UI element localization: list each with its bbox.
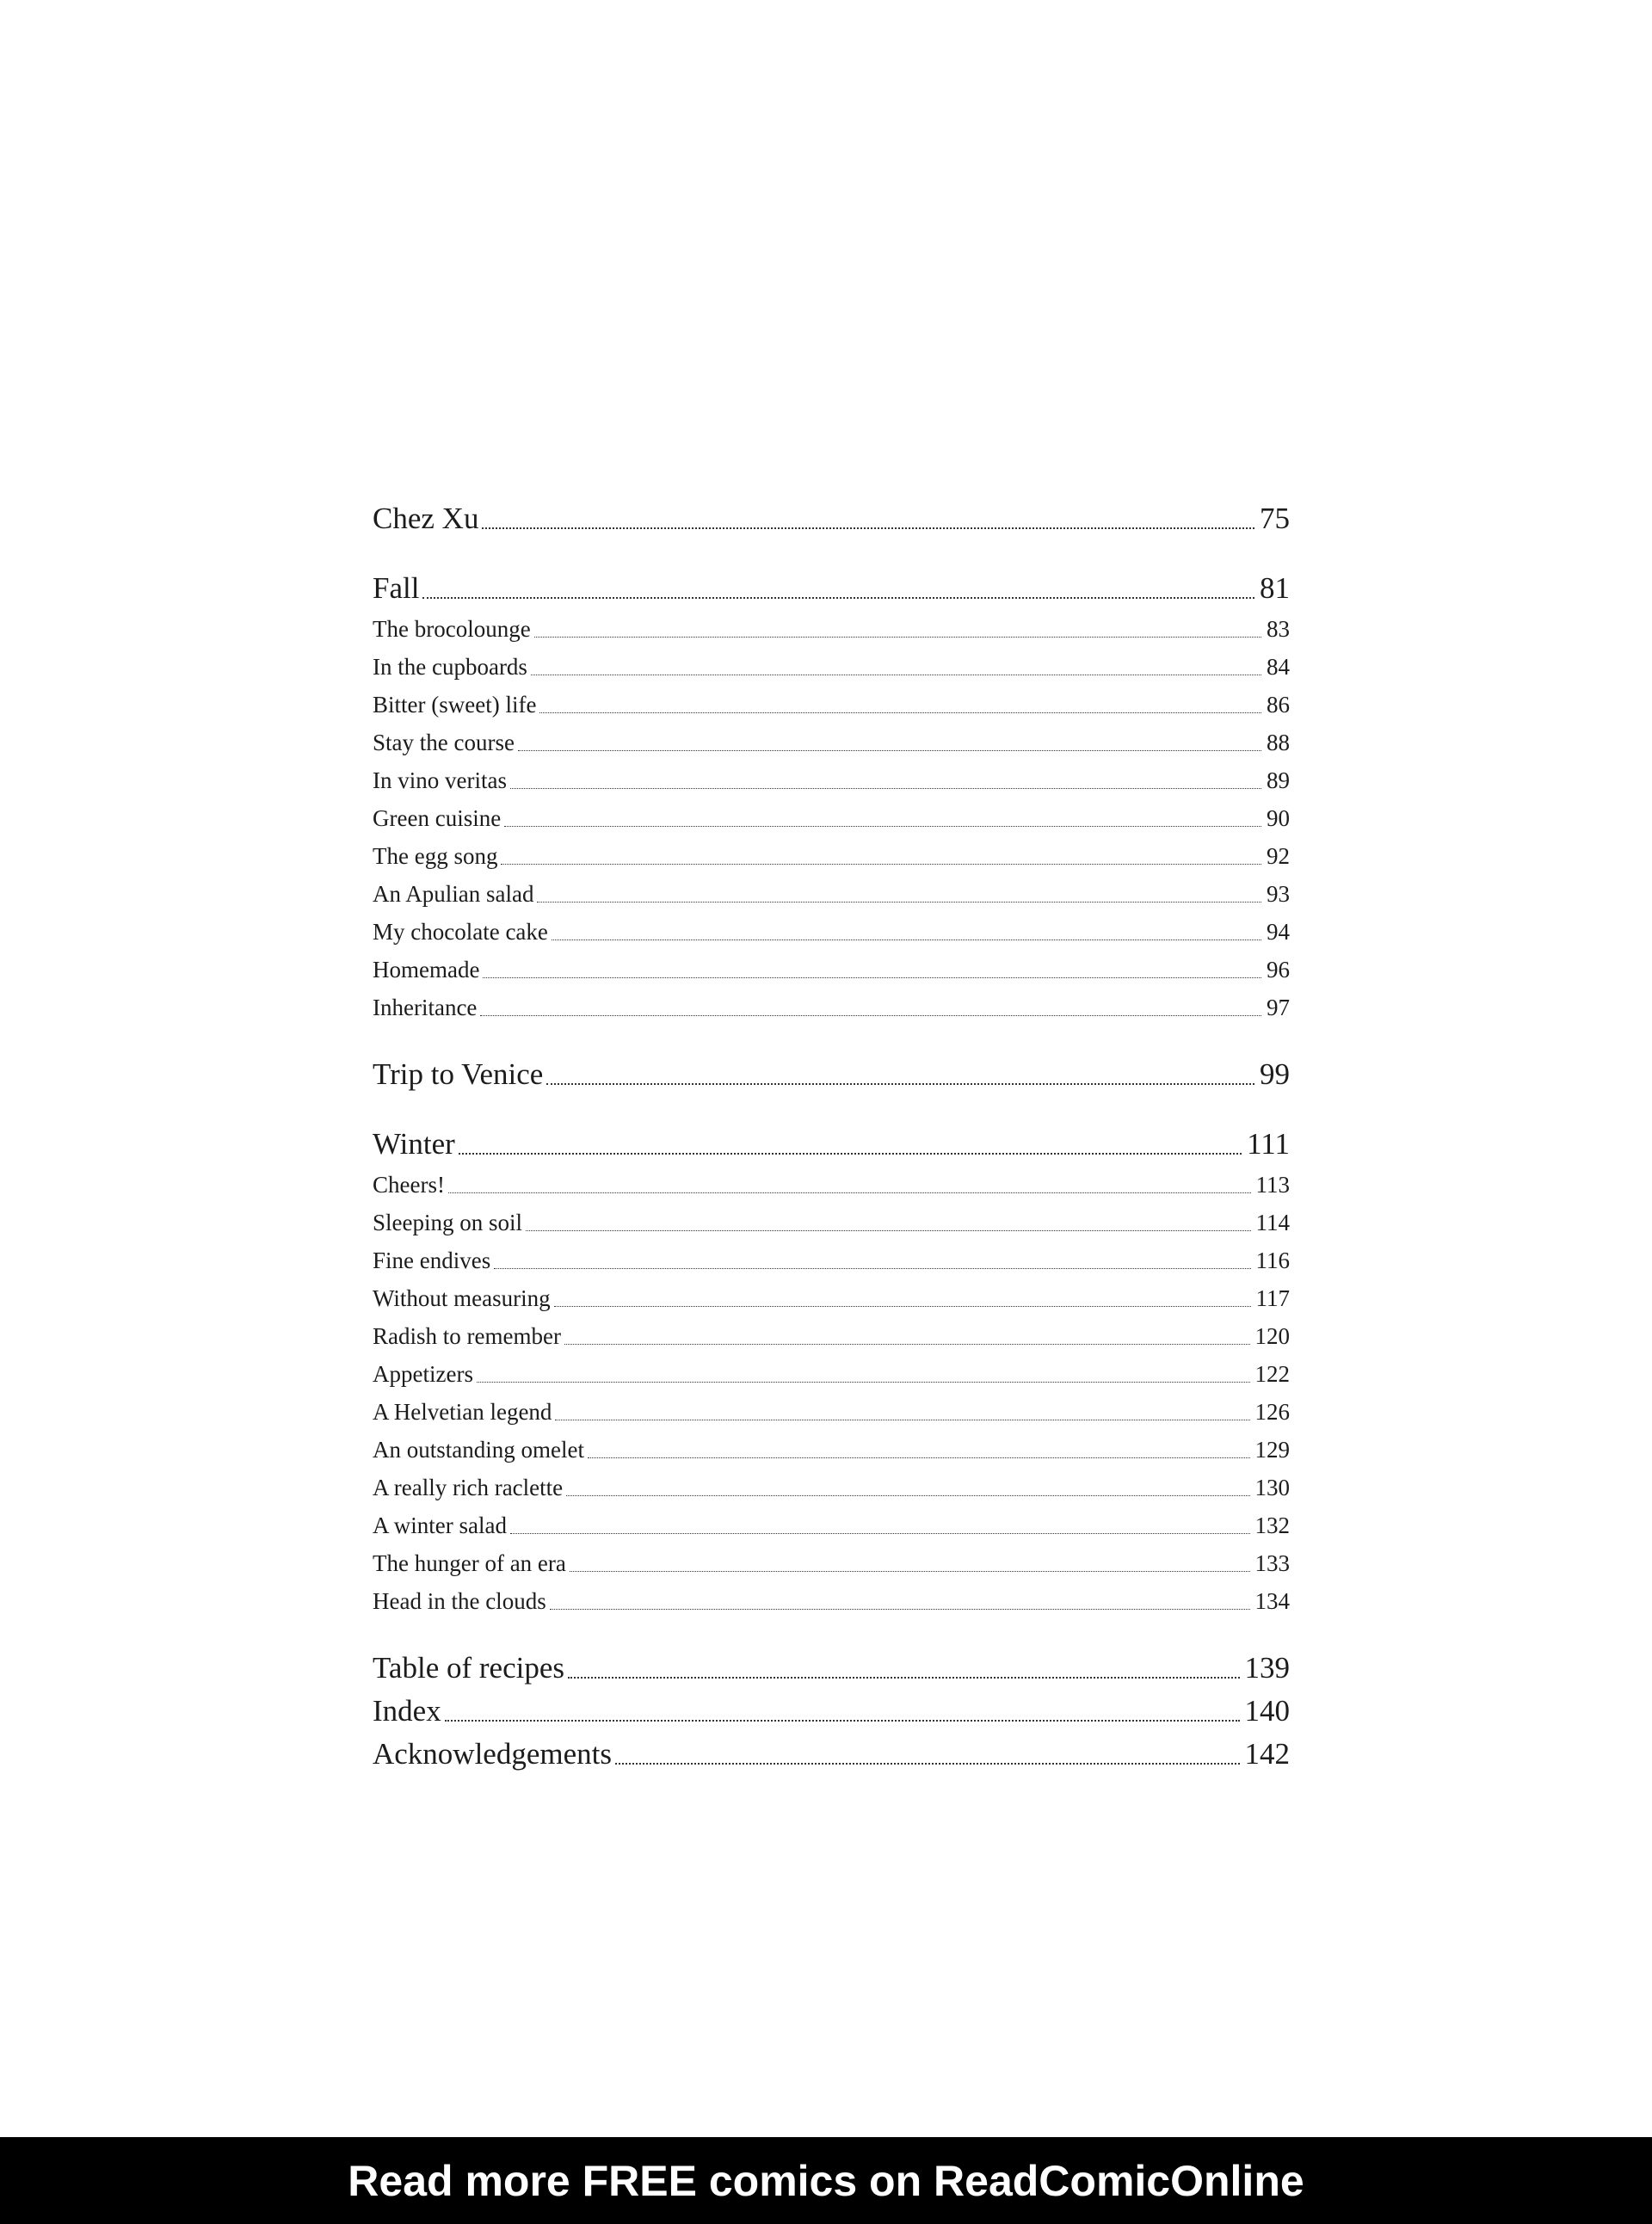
toc-entry-title: Radish to remember: [373, 1323, 561, 1349]
toc-entry-page: 132: [1254, 1512, 1290, 1538]
toc-entry[interactable]: [373, 1651, 1290, 1685]
toc-entry[interactable]: [373, 1210, 1290, 1236]
dot-leader: [564, 1323, 1250, 1350]
dot-leader: [568, 1651, 1240, 1685]
toc-entry-page: 96: [1267, 957, 1290, 983]
toc-entry-title: The egg song: [373, 843, 498, 869]
dot-leader: [510, 1512, 1250, 1539]
promo-banner[interactable]: [0, 2137, 1652, 2224]
dot-leader: [552, 919, 1261, 946]
toc-entry-title: An outstanding omelet: [373, 1437, 584, 1463]
dot-leader: [445, 1694, 1240, 1728]
toc-entry[interactable]: [373, 1127, 1290, 1161]
toc-entry[interactable]: [373, 805, 1290, 832]
toc-entry[interactable]: [373, 502, 1290, 536]
toc-entry[interactable]: [373, 1057, 1290, 1092]
toc-entry-title: A Helvetian legend: [373, 1399, 552, 1425]
toc-entry-page: 111: [1247, 1127, 1290, 1161]
toc-entry-title: Winter: [373, 1127, 455, 1161]
toc-entry-page: 126: [1254, 1399, 1290, 1425]
dot-leader: [422, 571, 1254, 606]
toc-entry-page: 120: [1254, 1323, 1290, 1349]
toc-entry-title: Green cuisine: [373, 805, 502, 831]
toc-entry-page: 130: [1254, 1475, 1290, 1500]
toc-entry-page: 129: [1254, 1437, 1290, 1463]
toc-entry-title: Cheers!: [373, 1172, 445, 1198]
toc-entry[interactable]: [373, 957, 1290, 983]
toc-entry-page: 89: [1267, 767, 1290, 793]
dot-leader: [546, 1057, 1254, 1092]
toc-entry-title: An Apulian salad: [373, 881, 534, 907]
dot-leader: [459, 1127, 1242, 1161]
toc-entry-title: Index: [373, 1694, 441, 1728]
dot-leader: [526, 1210, 1251, 1236]
toc-entry-page: 133: [1254, 1550, 1290, 1576]
dot-leader: [448, 1172, 1251, 1198]
toc-entry-title: Head in the clouds: [373, 1588, 546, 1614]
toc-entry-title: Bitter (sweet) life: [373, 692, 537, 718]
dot-leader: [510, 767, 1261, 794]
dot-leader: [537, 881, 1261, 908]
toc-entry-title: Trip to Venice: [373, 1057, 544, 1091]
toc-entry[interactable]: [373, 995, 1290, 1021]
dot-leader: [539, 692, 1261, 718]
toc-entry[interactable]: [373, 881, 1290, 908]
dot-leader: [531, 654, 1261, 681]
toc-entry-page: 88: [1267, 730, 1290, 755]
dot-leader: [588, 1437, 1250, 1463]
toc-entry-page: 92: [1267, 843, 1290, 869]
dot-leader: [477, 1361, 1250, 1388]
toc-entry[interactable]: [373, 1437, 1290, 1463]
dot-leader: [480, 995, 1261, 1021]
toc-entry-title: My chocolate cake: [373, 919, 548, 945]
toc-entry-page: 97: [1267, 995, 1290, 1020]
toc-entry-title: In vino veritas: [373, 767, 507, 793]
toc-entry-page: 142: [1244, 1737, 1290, 1771]
toc-entry-title: Homemade: [373, 957, 480, 983]
promo-banner-text: Read more FREE comics on ReadComicOnline: [348, 2156, 1304, 2205]
dot-leader: [570, 1550, 1250, 1577]
toc-entry[interactable]: [373, 919, 1290, 946]
toc-entry-page: 93: [1267, 881, 1290, 907]
toc-entry[interactable]: [373, 730, 1290, 756]
toc-entry-page: 140: [1244, 1694, 1290, 1728]
toc-entry-page: 113: [1255, 1172, 1290, 1198]
toc-entry[interactable]: [373, 654, 1290, 681]
toc-entry[interactable]: [373, 1550, 1290, 1577]
toc-entry-title: Fall: [373, 571, 420, 605]
dot-leader: [554, 1285, 1251, 1312]
toc-entry-page: 86: [1267, 692, 1290, 718]
toc-entry-title: In the cupboards: [373, 654, 527, 680]
toc-entry-page: 94: [1267, 919, 1290, 945]
toc-entry[interactable]: [373, 1512, 1290, 1539]
toc-entry-title: Stay the course: [373, 730, 515, 755]
toc-entry-page: 139: [1244, 1651, 1290, 1685]
toc-entry[interactable]: [373, 1361, 1290, 1388]
toc-entry[interactable]: [373, 571, 1290, 606]
dot-leader: [534, 616, 1261, 643]
toc-entry-page: 90: [1267, 805, 1290, 831]
toc-entry-title: The hunger of an era: [373, 1550, 566, 1576]
toc-entry[interactable]: [373, 616, 1290, 643]
toc-entry-page: 134: [1254, 1588, 1290, 1614]
toc-entry[interactable]: [373, 1694, 1290, 1728]
toc-entry-title: A really rich raclette: [373, 1475, 564, 1500]
toc-entry[interactable]: [373, 1475, 1290, 1501]
toc-entry-title: Appetizers: [373, 1361, 473, 1387]
dot-leader: [501, 843, 1261, 870]
dot-leader: [482, 502, 1254, 536]
toc-entry-title: Sleeping on soil: [373, 1210, 522, 1235]
toc-entry-title: Without measuring: [373, 1285, 551, 1311]
toc-entry[interactable]: [373, 767, 1290, 794]
toc-entry-title: Table of recipes: [373, 1651, 564, 1685]
toc-entry-title: Fine endives: [373, 1248, 491, 1273]
toc-entry-page: 81: [1260, 571, 1290, 605]
toc-entry-page: 116: [1255, 1248, 1290, 1273]
dot-leader: [615, 1737, 1240, 1771]
toc-entry[interactable]: [373, 1248, 1290, 1274]
toc-entry-page: 83: [1267, 616, 1290, 642]
toc-entry[interactable]: [373, 1737, 1290, 1771]
toc-entry-title: Acknowledgements: [373, 1737, 612, 1771]
toc-entry[interactable]: [373, 692, 1290, 718]
toc-entry-page: 122: [1254, 1361, 1290, 1387]
toc-entry-title: A winter salad: [373, 1512, 507, 1538]
toc-entry-page: 75: [1260, 502, 1290, 535]
toc-entry-title: The brocolounge: [373, 616, 531, 642]
toc-entry-page: 99: [1260, 1057, 1290, 1091]
toc-entry[interactable]: [373, 1588, 1290, 1615]
toc-entry-page: 114: [1255, 1210, 1290, 1235]
dot-leader: [550, 1588, 1250, 1615]
toc-entry-title: Inheritance: [373, 995, 478, 1020]
dot-leader: [518, 730, 1261, 756]
dot-leader: [494, 1248, 1250, 1274]
toc-entry-page: 84: [1267, 654, 1290, 680]
toc-entry-title: Chez Xu: [373, 502, 479, 535]
dot-leader: [566, 1475, 1249, 1501]
dot-leader: [555, 1399, 1249, 1426]
toc-entry[interactable]: [373, 1399, 1290, 1426]
toc-entry[interactable]: [373, 1285, 1290, 1312]
toc-entry[interactable]: [373, 1323, 1290, 1350]
toc-entry[interactable]: [373, 1172, 1290, 1198]
toc-entry-page: 117: [1255, 1285, 1290, 1311]
dot-leader: [504, 805, 1261, 832]
toc-entry[interactable]: [373, 843, 1290, 870]
dot-leader: [483, 957, 1261, 983]
